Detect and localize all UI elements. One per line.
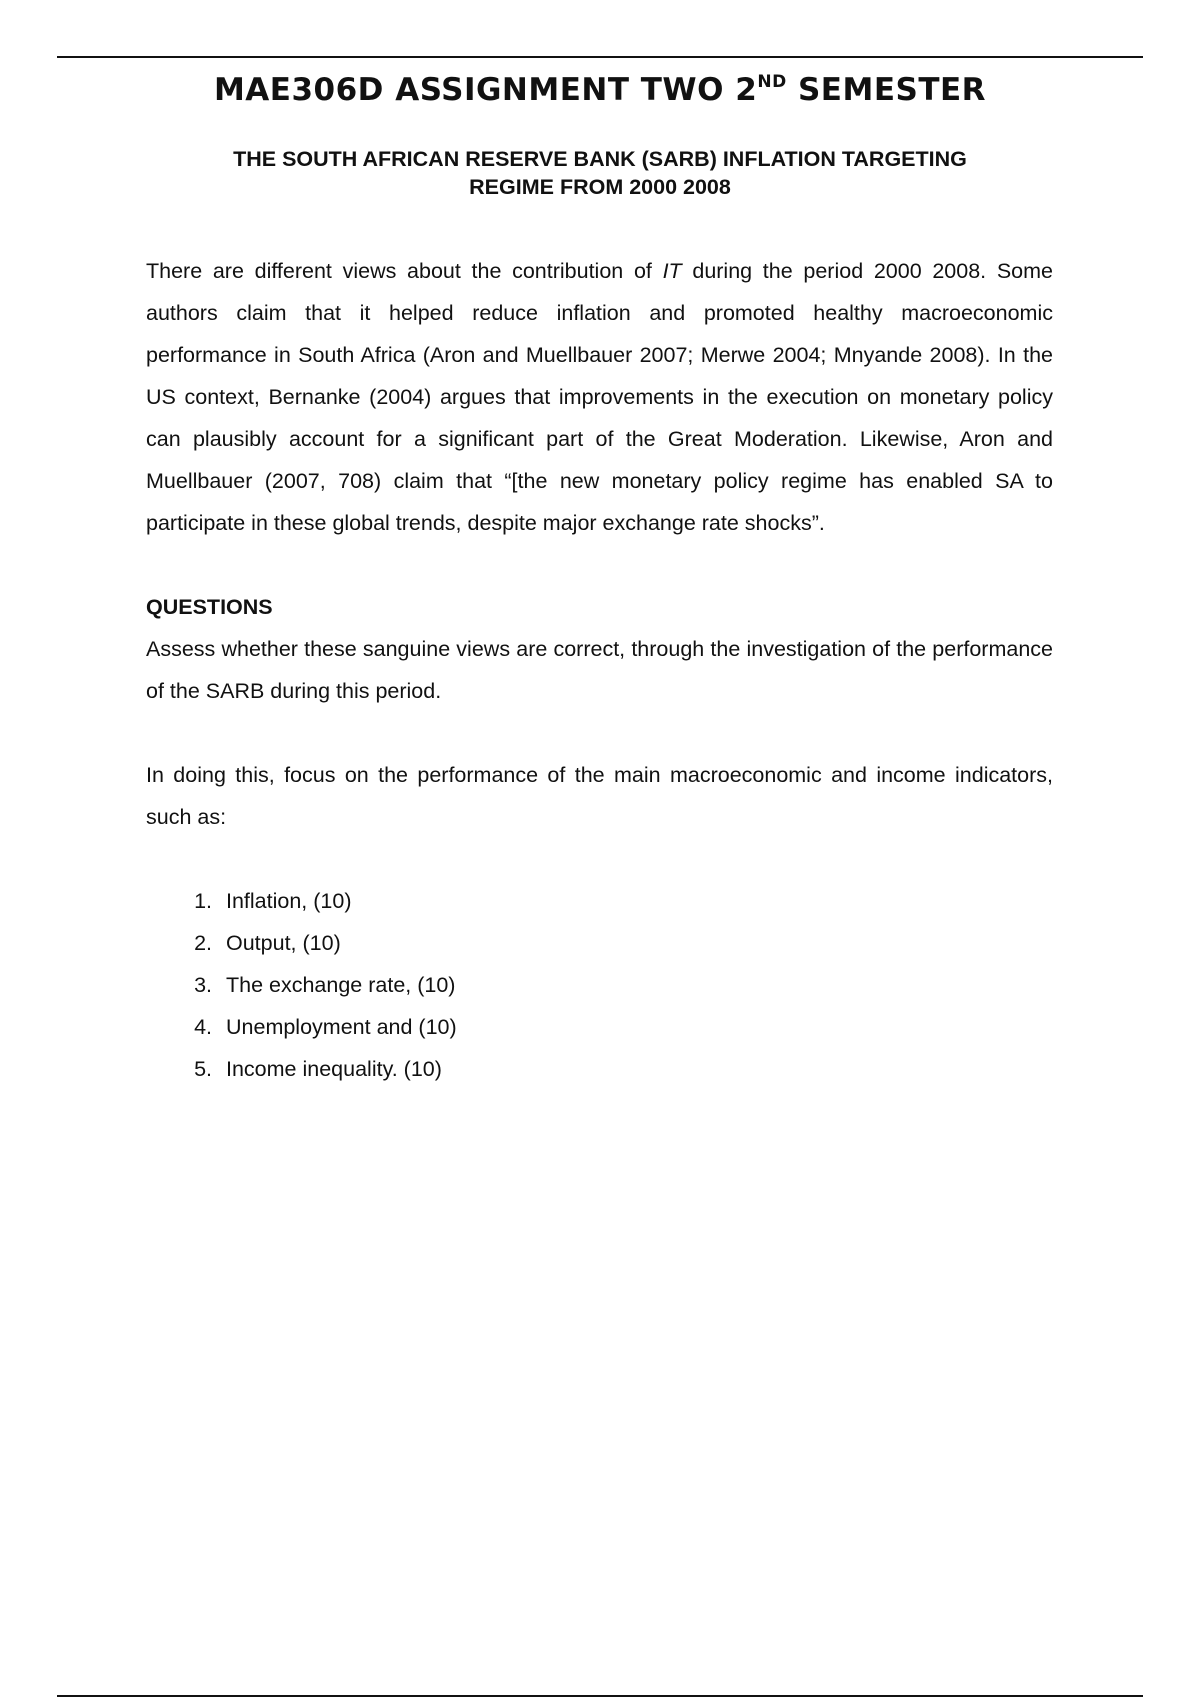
spacer [146,712,1053,754]
questions-heading: QUESTIONS [146,595,273,619]
intro-text-rest: during the period 2000 2008. Some authors claim that it helped reduce inflation and promoted healthy macroeconomic performance in South Africa (Aron and Muellbauer 2007; Merwe 2004; Mnyande 2008). In the US context, Bernanke (2004) argues that improvements in the execution on monetary policy can plausibly account for a significant part of the Great Moderation. Likewise, Aron and Muellbauer (2007, 708) claim that “[the new monetary policy regime has enabled SA to participate in these global trends, despite major exchange rate shocks”. [146,259,1053,535]
spacer [146,544,1053,586]
intro-text-start: There are different views about the contribution of [146,259,663,283]
page-subtitle [150,145,1050,201]
page-title [0,68,1200,112]
top-rule [57,56,1143,58]
list-item: 4. Unemployment and (10) [218,1006,1053,1048]
list-item: 3. The exchange rate, (10) [218,964,1053,1006]
title-main: MAE306D ASSIGNMENT TWO 2 [213,72,758,108]
document-body [146,250,1053,1090]
title-superscript: ND [757,72,787,92]
subtitle-line-1: THE SOUTH AFRICAN RESERVE BANK (SARB) INFLATION TARGETING [233,147,967,171]
question-paragraph: Assess whether these sanguine views are correct, through the investigation of the performance of the SARB during this period. [146,637,1053,703]
indicator-list [146,880,1053,1090]
intro-paragraph [146,250,1053,544]
focus-paragraph: In doing this, focus on the performance of the main macroeconomic and income indicators, such as: [146,763,1053,829]
list-item: 2. Output, (10) [218,922,1053,964]
subtitle-line-2: REGIME FROM 2000 2008 [469,175,731,199]
intro-italic-term: IT [662,259,682,283]
spacer [146,838,1053,880]
list-item: 5. Income inequality. (10) [218,1048,1053,1090]
title-tail: SEMESTER [786,72,987,108]
list-item: 1. Inflation, (10) [218,880,1053,922]
bottom-rule [57,1695,1143,1697]
